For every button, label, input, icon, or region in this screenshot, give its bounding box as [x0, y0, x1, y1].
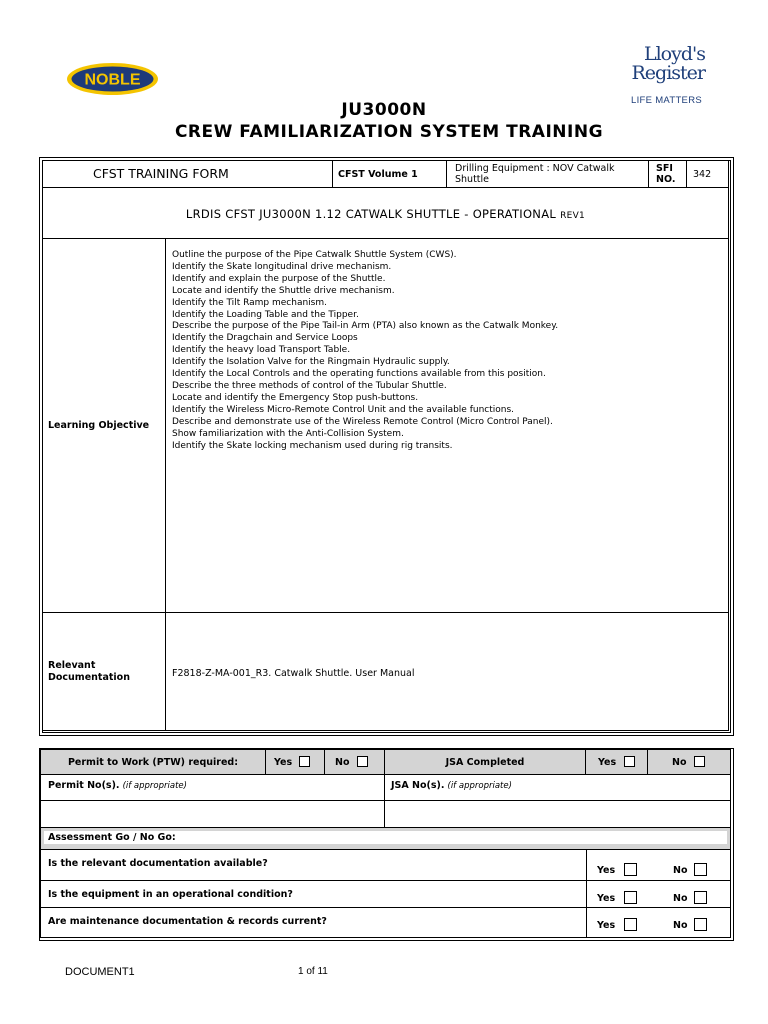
q3-no-checkbox[interactable] — [694, 918, 707, 931]
assessment-band — [40, 827, 731, 850]
jsa-yes-label: Yes — [598, 757, 617, 768]
volume-cell — [332, 160, 447, 188]
objective-item: Describe the purpose of the Pipe Tail-in Arm (PTA) also known as the Catwalk Monkey. — [172, 321, 559, 332]
jsa-yes-cell[interactable] — [585, 749, 648, 775]
question-2-answer[interactable] — [586, 880, 731, 908]
jsa-no-label: JSA No(s). — [391, 780, 445, 791]
question-row-2 — [40, 880, 587, 908]
noble-logo-text: NOBLE — [84, 71, 141, 89]
assessment-label-box — [44, 831, 727, 844]
noble-logo — [66, 62, 159, 96]
q2-yes-label: Yes — [597, 893, 616, 904]
jsa-label: JSA Completed — [445, 757, 525, 768]
relevant-doc-value: F2818-Z-MA-001_R3. Catwalk Shuttle. User Manual — [172, 668, 415, 679]
question-text: Are maintenance documentation & records current? — [48, 916, 327, 927]
module-rev: REV1 — [560, 211, 586, 221]
learning-objective-list — [172, 250, 558, 452]
module-title-cell — [42, 187, 729, 239]
ptw-no-cell[interactable] — [324, 749, 385, 775]
footer-document-name: DOCUMENT1 — [65, 966, 135, 978]
ptw-no-label: No — [335, 757, 350, 768]
jsa-no-cell[interactable] — [647, 749, 731, 775]
learning-objective-label: Learning Objective — [48, 420, 150, 431]
ptw-yes-checkbox[interactable] — [299, 756, 310, 767]
sfi-value-cell — [686, 160, 729, 188]
objective-item: Identify the Wireless Micro-Remote Control Unit and the available functions. — [172, 404, 515, 415]
sfi-label-cell — [648, 160, 687, 188]
objective-item: Identify the Isolation Valve for the Ringmain Hydraulic supply. — [172, 357, 450, 368]
jsa-no-label: No — [672, 757, 687, 768]
question-1-answer[interactable] — [586, 849, 731, 881]
jsa-label-cell — [384, 749, 586, 775]
ptw-yes-cell[interactable] — [265, 749, 325, 775]
objective-item: Identify the heavy load Transport Table. — [172, 345, 351, 356]
permit-no-value-cell[interactable] — [40, 800, 385, 828]
page-title: JU3000N — [341, 100, 427, 120]
footer-page-number: 1 of 11 — [298, 966, 328, 977]
question-text: Is the relevant documentation available? — [48, 858, 268, 869]
relevant-doc-label: Relevant Documentation — [48, 660, 130, 683]
assessment-label: Assessment Go / No Go: — [48, 832, 176, 843]
objective-item: Identify the Loading Table and the Tipper. — [172, 309, 359, 320]
ptw-no-checkbox[interactable] — [357, 756, 368, 767]
objective-item: Identify the Skate longitudinal drive mechanism. — [172, 261, 392, 272]
objective-item: Describe and demonstrate use of the Wireless Remote Control (Micro Control Panel). — [172, 416, 553, 427]
question-row-3 — [40, 907, 587, 938]
objective-item: Identify the Tilt Ramp mechanism. — [172, 297, 327, 308]
objective-item: Locate and identify the Emergency Stop push-buttons. — [172, 392, 419, 403]
q1-yes-label: Yes — [597, 865, 616, 876]
jsa-no-value-cell[interactable] — [384, 800, 731, 828]
relevant-doc-value-cell — [165, 612, 729, 731]
objective-item: Describe the three methods of control of the Tubular Shuttle. — [172, 380, 447, 391]
objective-item: Outline the purpose of the Pipe Catwalk Shuttle System (CWS). — [172, 250, 457, 260]
q1-no-checkbox[interactable] — [694, 863, 707, 876]
form-name: CFST TRAINING FORM — [93, 166, 229, 181]
objective-item: Identify the Skate locking mechanism used during rig transits. — [172, 440, 453, 451]
jsa-no — [391, 780, 512, 791]
q1-no-label: No — [673, 865, 688, 876]
question-text: Is the equipment in an operational condition? — [48, 889, 293, 900]
jsa-no-hint: (if appropriate) — [447, 781, 512, 791]
question-3-answer[interactable] — [586, 907, 731, 938]
q3-yes-checkbox[interactable] — [624, 918, 637, 931]
permit-no-label: Permit No(s). — [48, 780, 120, 791]
ptw-yes-label: Yes — [274, 757, 293, 768]
module-title-text: LRDIS CFST JU3000N 1.12 CATWALK SHUTTLE - OPERATIONAL — [185, 207, 557, 221]
q2-no-label: No — [673, 893, 688, 904]
relevant-doc-label-cell — [42, 612, 166, 731]
equipment-cell — [446, 160, 649, 188]
lr-logo-line1: Lloyd's — [643, 43, 705, 65]
objective-item: Identify the Dragchain and Service Loops — [172, 333, 358, 344]
page-subtitle: CREW FAMILIARIZATION SYSTEM TRAINING — [174, 122, 604, 142]
lloyds-register-logo — [628, 44, 708, 104]
question-row-1 — [40, 849, 587, 881]
ptw-label: Permit to Work (PTW) required: — [67, 757, 239, 768]
objective-item: Identify the Local Controls and the operating functions available from this position. — [172, 369, 546, 380]
ptw-label-cell — [40, 749, 266, 775]
equipment-label: Drilling Equipment : NOV Catwalk Shuttle — [455, 163, 615, 185]
module-title — [43, 207, 728, 221]
volume-label: CFST Volume 1 — [338, 169, 418, 180]
lr-logo-line2: Register — [631, 62, 705, 84]
jsa-no-checkbox[interactable] — [694, 756, 705, 767]
sfi-value: 342 — [693, 169, 712, 180]
form-name-cell — [42, 160, 333, 188]
jsa-no-field-cell[interactable] — [384, 774, 731, 801]
q3-yes-label: Yes — [597, 920, 616, 931]
permit-no-hint: (if appropriate) — [122, 781, 187, 791]
permit-no-cell[interactable] — [40, 774, 385, 801]
lr-logo-tagline: LIFE MATTERS — [631, 95, 702, 106]
q2-no-checkbox[interactable] — [694, 891, 707, 904]
q1-yes-checkbox[interactable] — [624, 863, 637, 876]
objective-item: Locate and identify the Shuttle drive mechanism. — [172, 285, 395, 296]
sfi-label: SFI NO. — [656, 163, 676, 185]
permit-no — [48, 780, 187, 791]
q2-yes-checkbox[interactable] — [624, 891, 637, 904]
learning-objective-label-cell — [42, 238, 166, 613]
objective-item: Identify and explain the purpose of the Shuttle. — [172, 273, 386, 284]
objective-item: Show familiarization with the Anti-Collision System. — [172, 428, 404, 439]
jsa-yes-checkbox[interactable] — [624, 756, 635, 767]
q3-no-label: No — [673, 920, 688, 931]
